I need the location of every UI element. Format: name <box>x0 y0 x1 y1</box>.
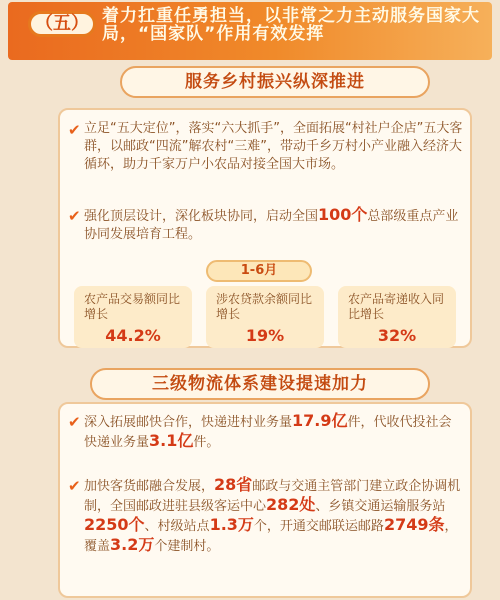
section1-item2 <box>68 205 464 244</box>
text-run: 个，开通交邮联运邮路 <box>253 519 384 534</box>
stat-card <box>74 286 192 348</box>
section2-panel <box>58 402 472 598</box>
text-run: 件，代收代投社会快递业务量 <box>84 415 452 450</box>
stat-value: 32% <box>377 326 417 345</box>
highlight-number: 2749条 <box>383 515 445 534</box>
header-banner <box>8 2 492 60</box>
highlight-number: 282处 <box>266 495 316 514</box>
highlight-number: 3.2万 <box>110 535 155 554</box>
section1-heading: 服务乡村振兴纵深推进 <box>120 66 430 98</box>
section1-item2-pre: 强化顶层设计，深化板块协同，启动全国 <box>84 209 319 224</box>
text-run: 、村级站点 <box>144 519 210 534</box>
section1-item1-text: 立足“五大定位”，落实“六大抓手”，全面拓展“村社户企店”五大客群，以邮政“四流”解农村“三难”，带动千乡万村小产业融入经济大循环，助力千家万户小农品对接全国大市场。 <box>84 121 463 172</box>
text-run: 深入拓展邮快合作，快递进村业务量 <box>84 415 293 430</box>
stat-label: 涉农贷款余额同比增长 <box>216 292 313 321</box>
section-number-badge: （五） <box>28 11 96 37</box>
stat-card <box>338 286 456 348</box>
stat-label: 农产品交易额同比增长 <box>84 292 181 321</box>
section2-item1 <box>68 411 464 452</box>
section1-panel <box>58 108 472 348</box>
highlight-number: 17.9亿 <box>292 411 348 430</box>
stat-card <box>206 286 324 348</box>
highlight-number: 100个 <box>318 205 368 224</box>
text-run: 件。 <box>193 435 220 450</box>
highlight-number: 28省 <box>214 475 253 494</box>
text-run: 邮政与交通主管部门建立政企协调机制，全国邮政进驻县级客运中心 <box>84 479 461 514</box>
highlight-number: 2250个 <box>84 515 145 534</box>
stat-value: 44.2% <box>105 326 161 345</box>
section1-item1 <box>68 120 464 174</box>
highlight-number: 1.3万 <box>209 515 254 534</box>
text-run: ，覆盖 <box>84 519 458 554</box>
text-run: 加快客货邮融合发展， <box>84 479 215 494</box>
check-icon: ✔ <box>68 121 81 139</box>
stat-value: 19% <box>245 326 285 345</box>
section1-item2-post: 总部级重点产业协同发展培育工程。 <box>84 209 459 242</box>
check-icon: ✔ <box>68 413 81 431</box>
check-icon: ✔ <box>68 207 81 225</box>
section2-item2 <box>68 475 464 556</box>
check-icon: ✔ <box>68 477 81 495</box>
text-run: 、乡镇交通运输服务站 <box>315 499 446 514</box>
highlight-number: 3.1亿 <box>149 431 194 450</box>
period-label: 1-6月 <box>206 260 312 282</box>
section2-heading: 三级物流体系建设提速加力 <box>90 368 430 400</box>
text-run: 个建制村。 <box>154 539 220 554</box>
header-title: 着力扛重任勇担当，以非常之力主动服务国家大局，“国家队”作用有效发挥 <box>102 6 480 44</box>
stat-label: 农产品寄递收入同比增长 <box>348 292 445 321</box>
